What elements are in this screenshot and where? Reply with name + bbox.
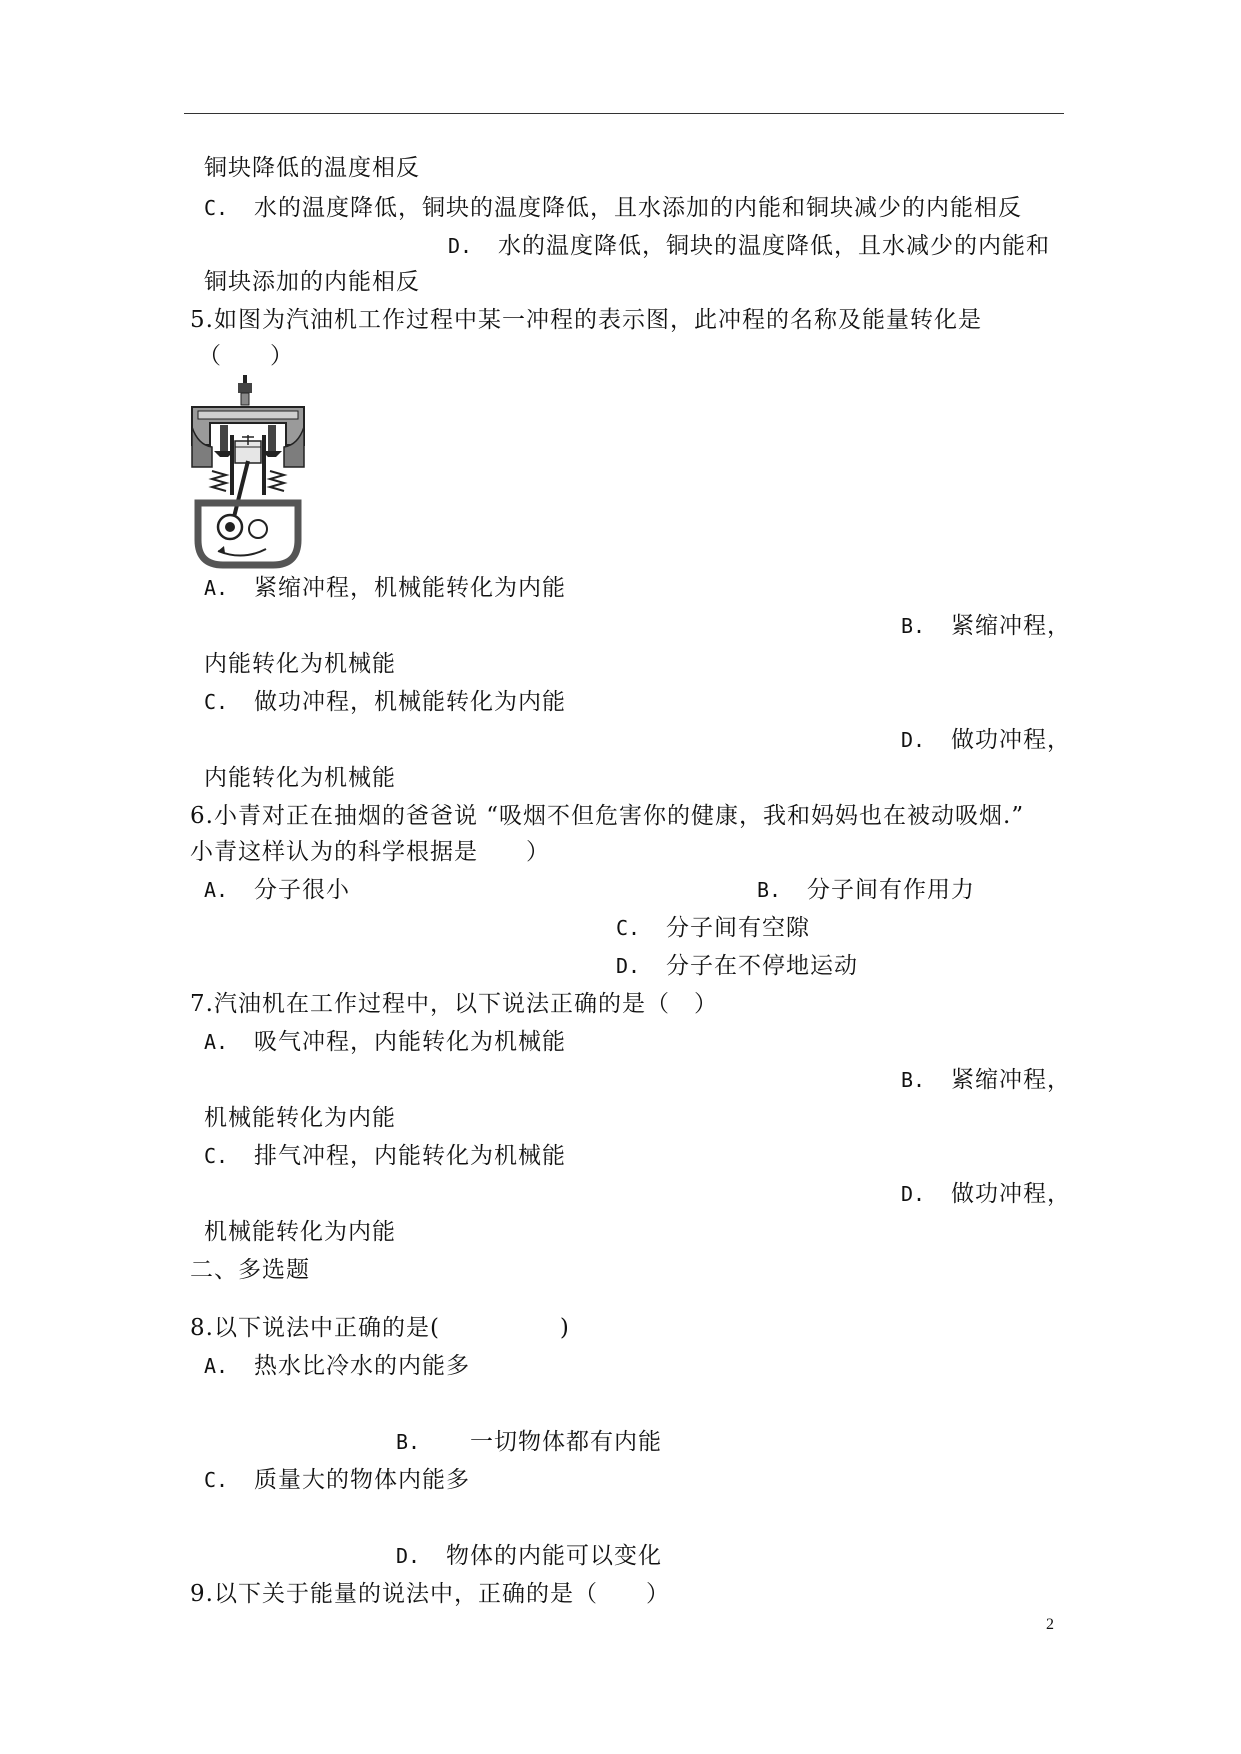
option-text: 一切物体都有内能 bbox=[470, 1429, 662, 1455]
option-d bbox=[448, 231, 1050, 261]
option-text: 分子很小 bbox=[254, 877, 350, 903]
question-5: 5.如图为汽油机工作过程中某一冲程的表示图，此冲程的名称及能量转化是 bbox=[190, 307, 982, 333]
option-b bbox=[757, 875, 975, 905]
option-label: C. bbox=[204, 1144, 229, 1168]
option-d bbox=[616, 951, 858, 981]
option-text: 质量大的物体内能多 bbox=[254, 1467, 470, 1493]
answer-paren: （ ） bbox=[198, 343, 294, 369]
option-label: A. bbox=[204, 878, 229, 902]
option-text: 分子间有作用力 bbox=[807, 877, 975, 903]
option-d bbox=[396, 1541, 662, 1571]
option-label: D. bbox=[901, 728, 926, 752]
option-b bbox=[901, 611, 1071, 641]
option-c bbox=[616, 913, 810, 943]
text-line: 机械能转化为内能 bbox=[204, 1105, 396, 1131]
option-label: C. bbox=[616, 916, 641, 940]
option-label: C. bbox=[204, 196, 229, 220]
option-label: D. bbox=[448, 234, 473, 258]
option-label: B. bbox=[396, 1430, 421, 1454]
option-label: A. bbox=[204, 1030, 229, 1054]
option-text: 水的温度降低，铜块的温度降低，且水添加的内能和铜块减少的内能相反 bbox=[254, 195, 1022, 221]
text-line: 内能转化为机械能 bbox=[204, 651, 396, 677]
question-6: 6.小青对正在抽烟的爸爸说 “吸烟不但危害你的健康，我和妈妈也在被动吸烟.” bbox=[190, 803, 1025, 829]
option-label: B. bbox=[901, 1068, 926, 1092]
option-label: C. bbox=[204, 1468, 229, 1492]
option-text: 做功冲程， bbox=[951, 727, 1071, 753]
option-text: 分子在不停地运动 bbox=[666, 953, 858, 979]
question-9: 9.以下关于能量的说法中，正确的是（ ） bbox=[190, 1581, 670, 1607]
text-line: 铜块降低的温度相反 bbox=[204, 155, 420, 181]
header-rule bbox=[184, 113, 1064, 114]
option-label: C. bbox=[204, 690, 229, 714]
option-text: 吸气冲程，内能转化为机械能 bbox=[254, 1029, 566, 1055]
text-line: 铜块添加的内能相反 bbox=[204, 269, 420, 295]
option-text: 分子间有空隙 bbox=[666, 915, 810, 941]
option-a bbox=[204, 1027, 566, 1057]
text-line: 内能转化为机械能 bbox=[204, 765, 396, 791]
option-text: 做功冲程， bbox=[951, 1181, 1071, 1207]
option-text: 排气冲程，内能转化为机械能 bbox=[254, 1143, 566, 1169]
option-b bbox=[901, 1065, 1071, 1095]
option-text: 物体的内能可以变化 bbox=[446, 1543, 662, 1569]
option-text: 做功冲程，机械能转化为内能 bbox=[254, 689, 566, 715]
option-text: 水的温度降低，铜块的温度降低，且水减少的内能和 bbox=[498, 233, 1050, 259]
option-c bbox=[204, 687, 566, 717]
option-label: B. bbox=[901, 614, 926, 638]
text-line: 机械能转化为内能 bbox=[204, 1219, 396, 1245]
option-c bbox=[204, 1141, 566, 1171]
option-c bbox=[204, 1465, 470, 1495]
question-7: 7.汽油机在工作过程中，以下说法正确的是（ ） bbox=[190, 991, 718, 1017]
option-label: D. bbox=[901, 1182, 926, 1206]
option-a bbox=[204, 875, 350, 905]
section-heading: 二、多选题 bbox=[190, 1257, 310, 1283]
engine-stroke-diagram bbox=[188, 375, 308, 570]
option-a bbox=[204, 573, 566, 603]
option-label: A. bbox=[204, 576, 229, 600]
option-d bbox=[901, 1179, 1071, 1209]
option-text: 紧缩冲程， bbox=[951, 613, 1071, 639]
option-c bbox=[204, 193, 1022, 223]
page-number: 2 bbox=[1046, 1616, 1054, 1633]
question-6-cont: 小青这样认为的科学根据是 ） bbox=[190, 839, 550, 865]
option-label: B. bbox=[757, 878, 782, 902]
option-label: A. bbox=[204, 1354, 229, 1378]
option-text: 紧缩冲程， bbox=[951, 1067, 1071, 1093]
option-label: D. bbox=[616, 954, 641, 978]
option-a bbox=[204, 1351, 470, 1381]
option-text: 热水比冷水的内能多 bbox=[254, 1353, 470, 1379]
option-d bbox=[901, 725, 1071, 755]
option-text: 紧缩冲程，机械能转化为内能 bbox=[254, 575, 566, 601]
option-b bbox=[396, 1427, 662, 1457]
option-label: D. bbox=[396, 1544, 421, 1568]
question-8: 8.以下说法中正确的是( ) bbox=[190, 1315, 570, 1341]
